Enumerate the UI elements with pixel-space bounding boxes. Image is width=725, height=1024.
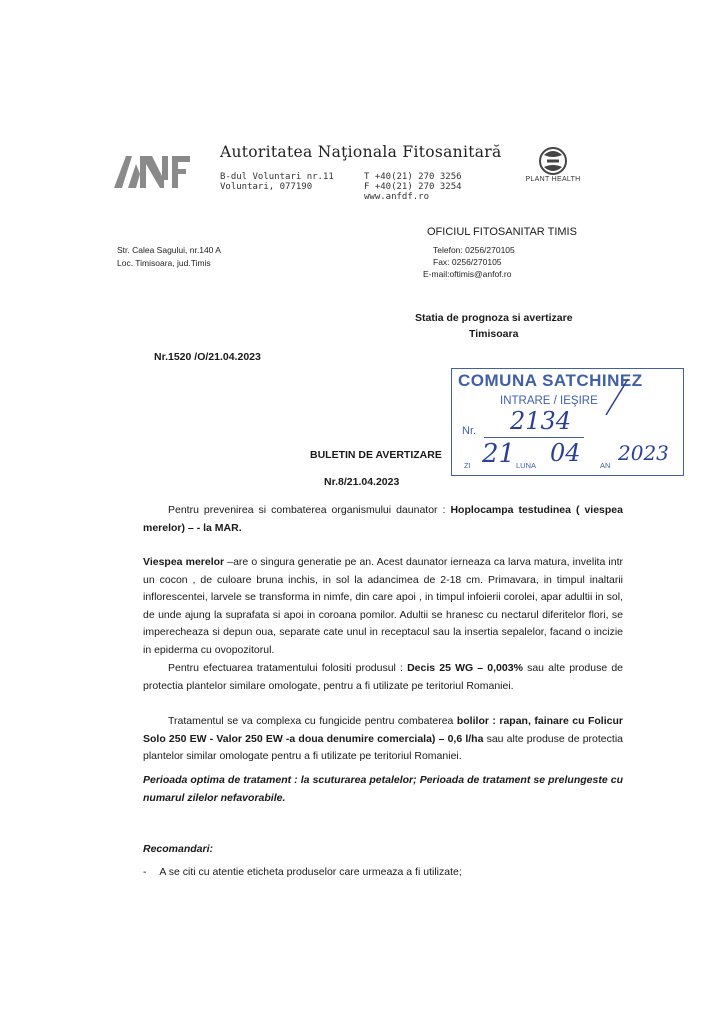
paragraph-4 [143, 713, 623, 766]
office-street: Str. Calea Sagului, nr.140 A [117, 245, 221, 255]
paragraph-2 [143, 554, 623, 659]
office-fax: Fax: 0256/270105 [433, 257, 502, 267]
stamp-an-label: AN [600, 461, 611, 470]
office-name: OFICIUL FITOSANITAR TIMIS [427, 226, 577, 238]
paragraph-3-text: Pentru efectuarea tratamentului folositi produsul : [168, 662, 408, 674]
office-email: E-mail:oftimis@anfof.ro [423, 269, 512, 279]
paragraph-4-tail: sau alte produse de protectia plantelor similar omologate pentru a fi utilizate pe teritoriul Romaniei. [143, 732, 623, 762]
recommendation-text: A se citi cu atentie eticheta produselor care urmeaza a fi utilizate; [159, 866, 462, 878]
fungicide-name: bolilor : rapan, fainare cu Folicur Solo 250 EW - Valor 250 EW -a doua denumire comerciala) – 0,6 l/ha [143, 715, 623, 745]
bulletin-number: Nr.8/21.04.2023 [324, 476, 400, 488]
anf-logo [112, 150, 192, 190]
recommendation-item [143, 866, 462, 878]
plant-health-logo [518, 145, 588, 205]
stamp-an-value: 2023 [618, 441, 669, 465]
bulletin-title: BULETIN DE AVERTIZARE [310, 449, 442, 461]
stamp-luna-label: LUNA [516, 461, 537, 470]
stamp-nr-value: 2134 [510, 407, 572, 435]
paragraph-1 [143, 502, 623, 537]
station-line-2: Timisoara [469, 328, 519, 340]
paragraph-3-tail: sau alte produse de protectia plantelor similare omologate, pentru a fi utilizate pe teritoriul Romaniei. [143, 662, 623, 692]
product-name: Decis 25 WG – 0,003% [407, 662, 523, 674]
header-fax: F +40(21) 270 3254 [364, 182, 462, 192]
paragraph-1-text: Pentru prevenirea si combaterea organismului daunator : [168, 504, 451, 516]
paragraph-3 [143, 660, 623, 695]
station-line-1: Statia de prognoza si avertizare [415, 312, 573, 324]
address-line-2: Voluntari, 077190 [220, 182, 313, 192]
paragraph-4-text: Tratamentul se va complexa cu fungicide pentru combaterea [168, 715, 457, 727]
pest-heading: Viespea merelor [143, 556, 225, 568]
address-line-1: B-dul Voluntari nr.11 [220, 172, 334, 182]
registration-stamp [451, 368, 684, 476]
stamp-zi-label: ZI [464, 461, 471, 470]
pest-name: Hoplocampa testudinea ( viespea merelor) – - la MAR. [143, 504, 623, 534]
bullet-dash: - [143, 866, 147, 878]
plant-health-text: PLANT HEALTH [525, 176, 581, 183]
stamp-nr-label: Nr. [462, 425, 477, 437]
stamp-nr-line [484, 437, 584, 438]
office-phone: Telefon: 0256/270105 [433, 245, 515, 255]
header-phone: T +40(21) 270 3256 [364, 172, 462, 182]
stamp-subtitle: INTRARE / IEŞIRE [500, 395, 598, 407]
stamp-zi-value: 21 [482, 439, 516, 469]
reference-number: Nr.1520 /O/21.04.2023 [154, 351, 261, 363]
header-web: www.anfdf.ro [364, 192, 430, 202]
stamp-title: COMUNA SATCHINEZ [458, 371, 643, 390]
pest-description: –are o singura generatie pe an. Acest daunator ierneaza ca larva matura, invelita intr un cocon , de culoare bruna inchis, in sol la adancimea de 2-18 cm. Primavara, in timpul inaltarii inflorescentei, larvele se transforma in nimfe, din care apoi , in timpul infoierii corolei, apar adultii in sol, de unde ajung la suprafata si apoi in coroana pomilor. Adultii se hranesc cu nectarul diferitelor flori, se imperecheaza si depun oua, separate cate unul in receptacul sau la insertia sepalelor, facand o incizie in epiderma cu ovopozitorul. [143, 556, 623, 656]
recommendations-title: Recomandari: [143, 843, 214, 855]
treatment-period: Perioada optima de tratament : la scuturarea petalelor; Perioada de tratament se prelungeste cu numarul zilelor nefavorabile. [143, 774, 623, 804]
office-locality: Loc. Timisoara, jud.Timis [117, 258, 211, 268]
stamp-luna-value: 04 [550, 439, 581, 467]
stamp-pen-stroke [602, 377, 632, 417]
organization-name: Autoritatea Naţionala Fitosanitară [220, 143, 502, 161]
